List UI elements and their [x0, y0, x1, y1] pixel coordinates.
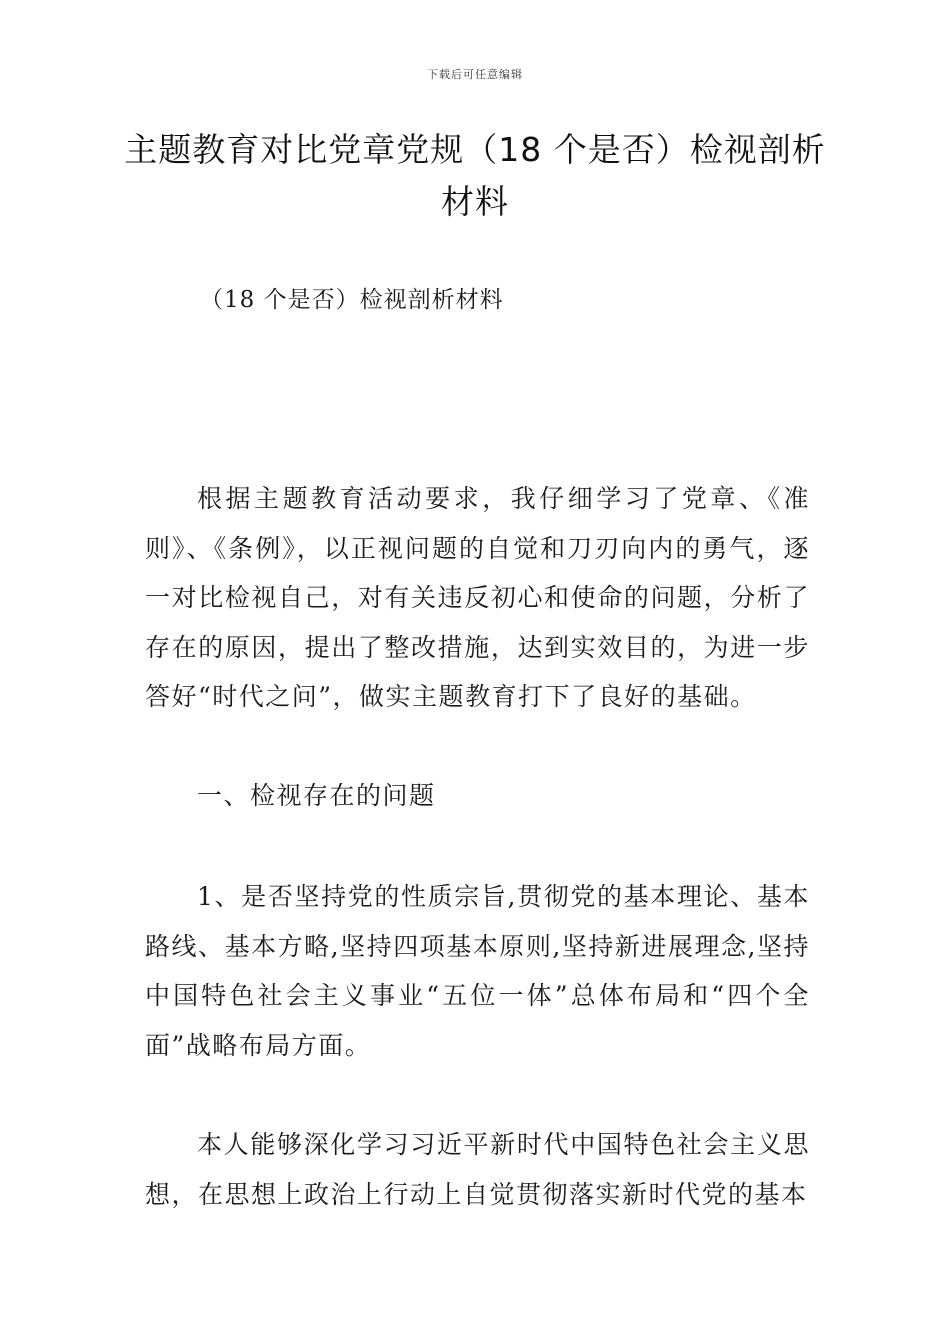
page-header-note: 下载后可任意编辑	[427, 68, 523, 81]
intro-paragraph: 根据主题教育活动要求，我仔细学习了党章、《准则》、《条例》，以正视问题的自觉和刀刃向内的勇气，逐一对比检视自己，对有关违反初心和使命的问题，分析了存在的原因，提出了整改措施，达到实效目的，为进一步答好“时代之问”，做实主题教育打下了良好的基础。	[145, 484, 810, 711]
document-title: 主题教育对比党章党规（18 个是否）检视剖析材料	[124, 130, 826, 221]
item-one-response-paragraph: 本人能够深化学习习近平新时代中国特色社会主义思想，在思想上政治上行动上自觉贯彻落实新时代党的基本	[145, 1130, 810, 1209]
item-one-paragraph: 1、是否坚持党的性质宗旨,贯彻党的基本理论、基本路线、基本方略,坚持四项基本原则,坚持新进展理念,坚持中国特色社会主义事业“五位一体”总体布局和“四个全面”战略布局方面。	[145, 882, 810, 1060]
document-subtitle: （18 个是否）检视剖析材料	[200, 287, 504, 313]
section-heading: 一、检视存在的问题	[197, 781, 436, 810]
